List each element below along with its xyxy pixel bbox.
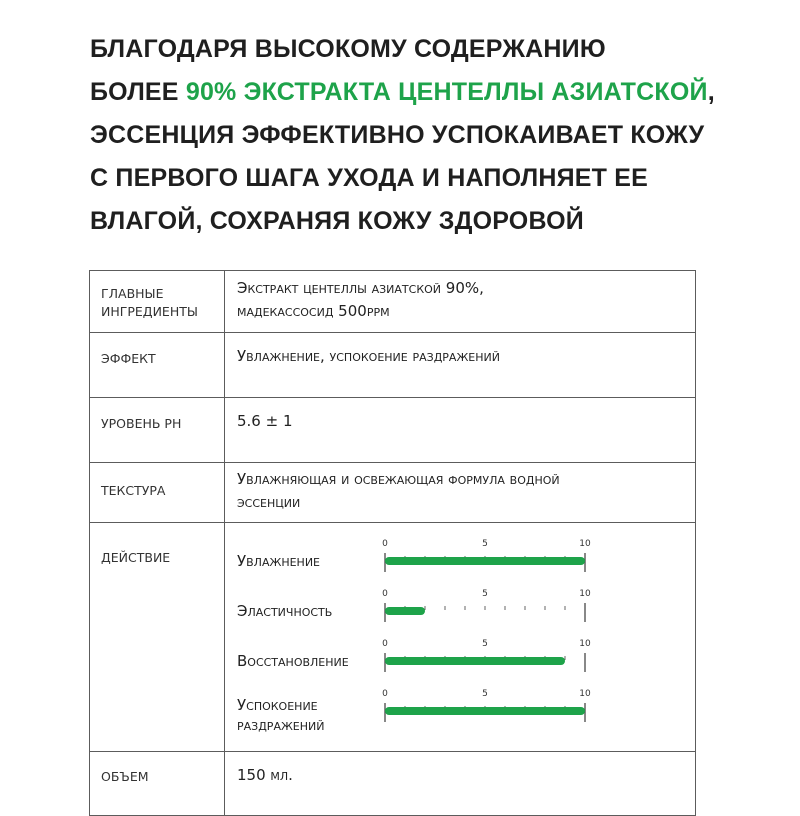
effect-value-cell — [225, 333, 696, 398]
scale-tick-label: 0 — [382, 639, 388, 649]
ph-label: УРОВЕНЬ PH — [101, 416, 182, 431]
action-bar-scale — [380, 585, 595, 627]
volume-label: ОБЪЕМ — [101, 769, 149, 784]
scale-tick-label: 5 — [482, 689, 488, 699]
action-bar-scale — [380, 635, 595, 677]
specs-row-ph — [90, 398, 696, 463]
action-bar-label-line-1: Восстановление — [237, 652, 349, 670]
scale-tick-label: 10 — [579, 639, 591, 649]
action-bar-fill — [385, 707, 585, 715]
action-bar-fill — [385, 657, 565, 665]
ingredients-label-line-2: ИНГРЕДИЕНТЫ — [101, 304, 198, 319]
action-bar-label — [237, 695, 325, 735]
texture-value-line-1: Увлажняющая и освежающая формула водной — [237, 470, 560, 488]
scale-tick-label: 10 — [579, 539, 591, 549]
headline-line-4: С ПЕРВОГО ШАГА УХОДА И НАПОЛНЯЕТ ЕЕ — [90, 164, 649, 192]
volume-value-cell — [225, 752, 696, 816]
action-bar-row — [225, 585, 695, 633]
headline-line-1: БЛАГОДАРЯ ВЫСОКОМУ СОДЕРЖАНИЮ — [90, 35, 606, 63]
headline-line-2-prefix: БОЛЕЕ — [90, 78, 186, 106]
scale-tick-label: 5 — [482, 589, 488, 599]
headline-line-2 — [90, 71, 770, 114]
ingredients-value-line-1: Экстракт центеллы азиатской 90%, — [237, 279, 484, 297]
action-bar-label-line-2: раздражений — [237, 716, 325, 734]
ingredients-label-cell — [90, 271, 225, 333]
scale-tick-label: 10 — [579, 589, 591, 599]
specs-table — [89, 270, 696, 816]
action-label: ДЕЙСТВИЕ — [101, 550, 171, 565]
action-bar-row — [225, 635, 695, 683]
specs-row-volume — [90, 752, 696, 816]
headline-accent-text: 90% ЭКСТРАКТА ЦЕНТЕЛЛЫ АЗИАТСКОЙ — [185, 78, 708, 106]
action-bar-label — [237, 601, 332, 621]
scale-tick-label: 0 — [382, 589, 388, 599]
headline-line-5: ВЛАГОЙ, СОХРАНЯЯ КОЖУ ЗДОРОВОЙ — [90, 207, 584, 235]
action-bar-label — [237, 551, 320, 571]
volume-label-cell — [90, 752, 225, 816]
action-bar-fill — [385, 607, 425, 615]
action-chart-cell — [225, 523, 696, 752]
action-bar-label-line-1: Успокоение — [237, 696, 318, 714]
action-bar-scale — [380, 685, 595, 727]
texture-value-line-2: эссенции — [237, 493, 301, 511]
action-bar-scale — [380, 535, 595, 577]
effect-value: Увлажнение, успокоение раздражений — [237, 347, 500, 365]
action-bar-row — [225, 685, 695, 733]
specs-row-effect — [90, 333, 696, 398]
headline — [90, 28, 770, 243]
scale-tick-label: 5 — [482, 539, 488, 549]
action-bar-label-line-1: Увлажнение — [237, 552, 321, 570]
effect-label-cell — [90, 333, 225, 398]
action-label-cell — [90, 523, 225, 752]
headline-line-3: ЭССЕНЦИЯ ЭФФЕКТИВНО УСПОКАИВАЕТ КОЖУ — [90, 121, 705, 149]
specs-row-action — [90, 523, 696, 752]
specs-row-texture — [90, 463, 696, 523]
action-bar-label — [237, 651, 349, 671]
scale-tick-label: 10 — [579, 689, 591, 699]
headline-line-2-suffix: , — [707, 78, 715, 106]
ingredients-value-cell — [225, 271, 696, 333]
texture-label-cell — [90, 463, 225, 523]
action-bar-label-line-1: Эластичность — [237, 602, 333, 620]
scale-tick-label: 0 — [382, 689, 388, 699]
ph-label-cell — [90, 398, 225, 463]
specs-row-ingredients — [90, 271, 696, 333]
scale-tick-label: 0 — [382, 539, 388, 549]
action-bar-row — [225, 535, 695, 583]
ph-value: 5.6 ± 1 — [237, 412, 293, 430]
ph-value-cell — [225, 398, 696, 463]
texture-value-cell — [225, 463, 696, 523]
ingredients-label-line-1: ГЛАВНЫЕ — [101, 286, 164, 301]
action-bar-fill — [385, 557, 585, 565]
scale-tick-label: 5 — [482, 639, 488, 649]
texture-label: ТЕКСТУРА — [101, 483, 166, 498]
ingredients-value-line-2: мадекассосид 500ppm — [237, 302, 390, 320]
effect-label: ЭФФЕКТ — [101, 351, 156, 366]
volume-value: 150 мл. — [237, 766, 293, 784]
